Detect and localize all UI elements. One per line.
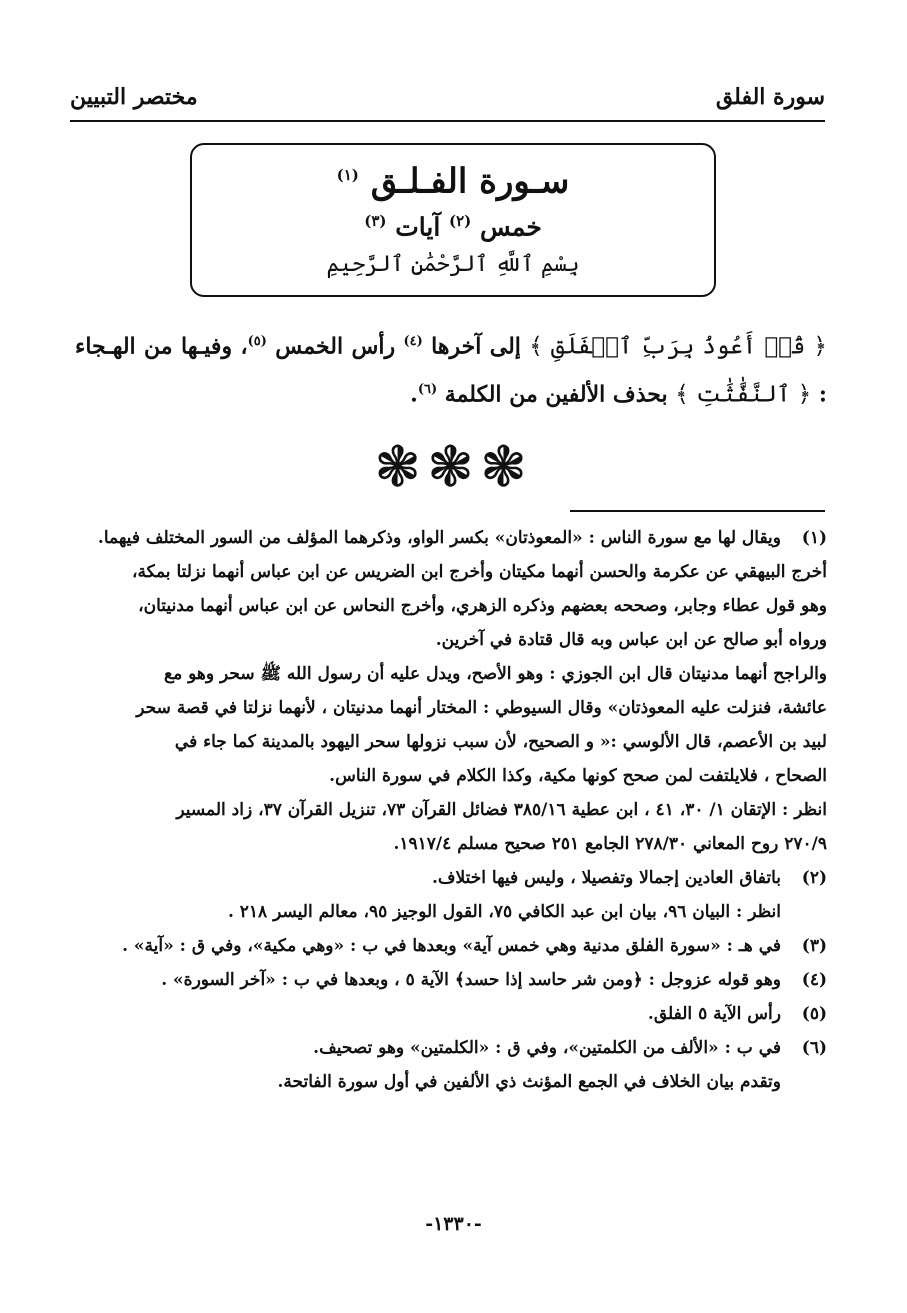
quran-verse-opening: ﴿ قُلۡ أَعُوذُ بِرَبِّ ٱلۡفَلَقِ ﴾ — [529, 333, 827, 360]
footnote-ref-4: (٤) — [403, 334, 423, 349]
ayat-word: آيات — [395, 212, 441, 242]
basmala: بِسْمِ ٱللَّهِ ٱلرَّحْمَٰنِ ٱلرَّحِيمِ — [326, 251, 580, 277]
footnote-line: باتفاق العادين إجمالا وتفصيلا ، وليس فيها اختلاف. — [431, 868, 781, 888]
footnote-line: وهو قول عطاء وجابر، وصححه بعضهم وذكره الزهري، وأخرج النحاس عن ابن عباس أنهما مدنيتان، — [138, 596, 827, 616]
footnote-line: في ب : «الألف من الكلمتين»، وفي ق : «الكلمتين» وهو تصحيف. — [313, 1038, 781, 1058]
ayat-count — [192, 203, 714, 245]
footnote-1-references — [75, 793, 827, 861]
footnote-line: ورواه أبو صالح عن ابن عباس وبه قال قتادة في آخرين. — [435, 630, 827, 650]
footnote-number: (٥) — [801, 1004, 827, 1024]
footnote-6 — [75, 1031, 827, 1099]
surah-title — [192, 153, 714, 203]
footnote-1 — [75, 521, 827, 555]
footnote-line: في هـ : «سورة الفلق مدنية وهي خمس آية» وبعدها في ب : «وهي مكية»، وفي ق : «آية» . — [122, 936, 781, 956]
main-paragraph — [75, 320, 827, 417]
footnote-line: والراجح أنهما مدنيتان قال ابن الجوزي : وهو الأصح، ويدل عليه أن رسول الله ﷺ سحر وهو مع — [164, 664, 827, 684]
main-text-part4: بحذف الألفين من الكلمة — [444, 381, 668, 408]
footnote-line: رأس الآية ٥ الفلق. — [647, 1004, 781, 1024]
separator-ornament: ❃❃❃ — [374, 435, 533, 500]
footnote-line: وتقدم بيان الخلاف في الجمع المؤنث ذي الألفين في أول سورة الفاتحة. — [277, 1072, 781, 1092]
footnote-line: عائشة، فنزلت عليه المعوذتان» وقال السيوطي : المختار أنهما مدنيتان ، لأنهما نزلتا في قصة سحر — [136, 698, 827, 718]
footnote-number: (١) — [801, 528, 827, 548]
footnote-2 — [75, 861, 827, 929]
footnote-1-para-1 — [75, 555, 827, 657]
page-number: -١٣٣٠- — [425, 1213, 482, 1235]
surah-title-box — [190, 143, 716, 297]
quran-word: ﴿ ٱلنَّفَّٰثَٰتِ ﴾ — [675, 381, 812, 408]
main-text-part3: ، وفيـها من الهـجاء : — [75, 333, 827, 408]
footnote-3 — [75, 929, 827, 963]
ayat-footnote-ref: (٣) — [364, 212, 387, 231]
footnote-5 — [75, 997, 827, 1031]
footnote-number: (٦) — [801, 1038, 827, 1058]
footnote-line: لبيد بن الأعصم، قال الألوسي :« و الصحيح، لأن سبب نزولها سحر اليهود بالمدينة كما جاء في — [174, 732, 827, 752]
count-footnote-ref: (٢) — [449, 212, 472, 231]
surah-title-text: سـورة الفـلـق — [370, 161, 570, 202]
footnote-line: وهو قوله عزوجل : ﴿ومن شر حاسد إذا حسد﴾ الآية ٥ ، وبعدها في ب : «آخر السورة» . — [161, 970, 781, 990]
footnotes — [75, 521, 827, 1099]
footnote-ref-6: (٦) — [417, 382, 438, 398]
running-header — [70, 80, 825, 122]
footnote-number: (٤) — [801, 970, 827, 990]
header-surah-name: سورة الفلق — [715, 84, 825, 110]
main-text-end: . — [410, 381, 418, 408]
footnote-line: الصحاح ، فلايلتفت لمن صحح كونها مكية، وكذا الكلام في سورة الناس. — [329, 766, 827, 786]
footnote-line: ويقال لها مع سورة الناس : «المعوذتان» بكسر الواو، وذكرهما المؤلف من السور المختلف فيهما. — [97, 528, 781, 548]
main-text-part2: رأس الخمس — [275, 333, 396, 360]
footnote-1-para-2 — [75, 657, 827, 793]
count-word: خمس — [480, 212, 542, 242]
footnote-number: (٢) — [801, 868, 827, 888]
footnote-line: انظر : الإتقان ١/ ٣٠، ٤١ ، ابن عطية ٣٨٥/١٦ فضائل القرآن ٧٣، تنزيل القرآن ٣٧، زاد المسير — [176, 800, 827, 820]
title-footnote-ref: (١) — [336, 166, 359, 184]
footnote-divider — [570, 510, 825, 512]
footnote-line: انظر : البيان ٩٦، بيان ابن عبد الكافي ٧٥، القول الوجيز ٩٥، معالم اليسر ٢١٨ . — [227, 902, 781, 922]
header-book-name: مختصر التبيين — [70, 84, 198, 110]
main-text-part1: إلى آخرها — [431, 333, 521, 360]
footnote-line: أخرج البيهقي عن عكرمة والحسن أنهما مكيتان وأخرج ابن الضريس عن ابن عباس أنهما نزلتا بمكة، — [131, 562, 827, 582]
footnote-ref-5: (٥) — [247, 334, 267, 349]
footnote-number: (٣) — [801, 936, 827, 956]
footnote-4 — [75, 963, 827, 997]
footnote-line: ٢٧٠/٩ روح المعاني ٢٧٨/٣٠ الجامع ٢٥١ صحيح مسلم ١٩١٧/٤. — [393, 834, 827, 854]
